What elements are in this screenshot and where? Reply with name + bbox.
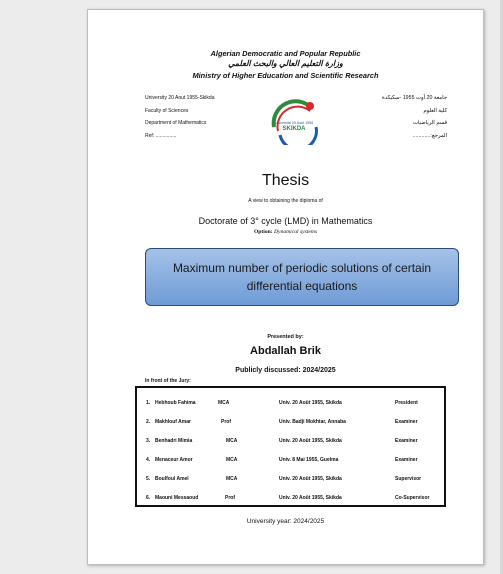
degree-title: Doctorate of 3° cycle (LMD) in Mathematics (198, 216, 373, 226)
logo-name: SKIKDA (282, 126, 306, 132)
jury-row: 1. Hebhoub Fahima MCA Univ. 20 Août 1955, Skikda President (146, 400, 418, 406)
department-line-arabic: قسم الرياضيات (412, 120, 447, 126)
university-line: University 20 Aout 1955-Skikda (145, 95, 215, 101)
option-value: Dynamical systems (274, 229, 318, 235)
option-label: Option: (253, 229, 273, 235)
header-republic: Algerian Democratic and Popular Republic (210, 49, 361, 58)
faculty-line-arabic: كلية العلوم (423, 107, 447, 114)
jury-row: 6. Maouni Messaoud Prof Univ. 20 Août 1955, Skikda Co-Supervisor (146, 495, 430, 501)
department-line: Department of Mathematics (145, 120, 207, 126)
option-line (88, 229, 483, 235)
ref-line: Ref: ............... (145, 132, 177, 139)
jury-label: In front of the Jury: (145, 378, 191, 384)
header-ministry: Ministry of Higher Education and Scientific Research (192, 71, 379, 80)
thesis-topic-banner: Maximum number of periodic solutions of certain differential equations (145, 248, 459, 306)
right-institution-info-arabic (382, 92, 447, 142)
faculty-line: Faculty of Sciences (145, 107, 189, 114)
jury-row: 5. Boulfoul Amel MCA Univ. 20 Août 1955, Skikda Supervisor (146, 476, 422, 482)
header-ministry-arabic: وزارة التعليم العالي والبحث العلمي (228, 59, 343, 68)
left-institution-info (145, 92, 214, 142)
jury-row: 2. Makhlouf Amar Prof Univ. Badji Mokhtar, Annaba Examiner (146, 419, 418, 425)
document-page (87, 9, 484, 565)
jury-table (135, 386, 446, 507)
university-logo (266, 97, 322, 145)
jury-row: 4. Menaceur Amor MCA Univ. 8 Mai 1955, Guelma Examiner (146, 457, 418, 463)
thesis-title: Thesis (261, 172, 310, 189)
ref-line-arabic: المرجع:............ (412, 132, 447, 139)
presented-by-label: Presented by: (267, 334, 304, 340)
logo-top-text: Université 20 Août 1955 (274, 121, 314, 125)
university-year-footer: University year: 2024/2025 (246, 518, 325, 525)
thesis-subtitle: A view to obtaining the diploma of (248, 198, 323, 204)
discussed-year: Publicly discussed: 2024/2025 (235, 367, 336, 374)
author-name: Abdallah Brik (250, 345, 321, 357)
jury-row: 3. Benhadri Mimia MCA Univ. 20 Août 1955, Skikda Examiner (146, 438, 418, 444)
university-line-arabic: جامعة 20 أوت 1955 -سكيكدة (382, 95, 447, 101)
